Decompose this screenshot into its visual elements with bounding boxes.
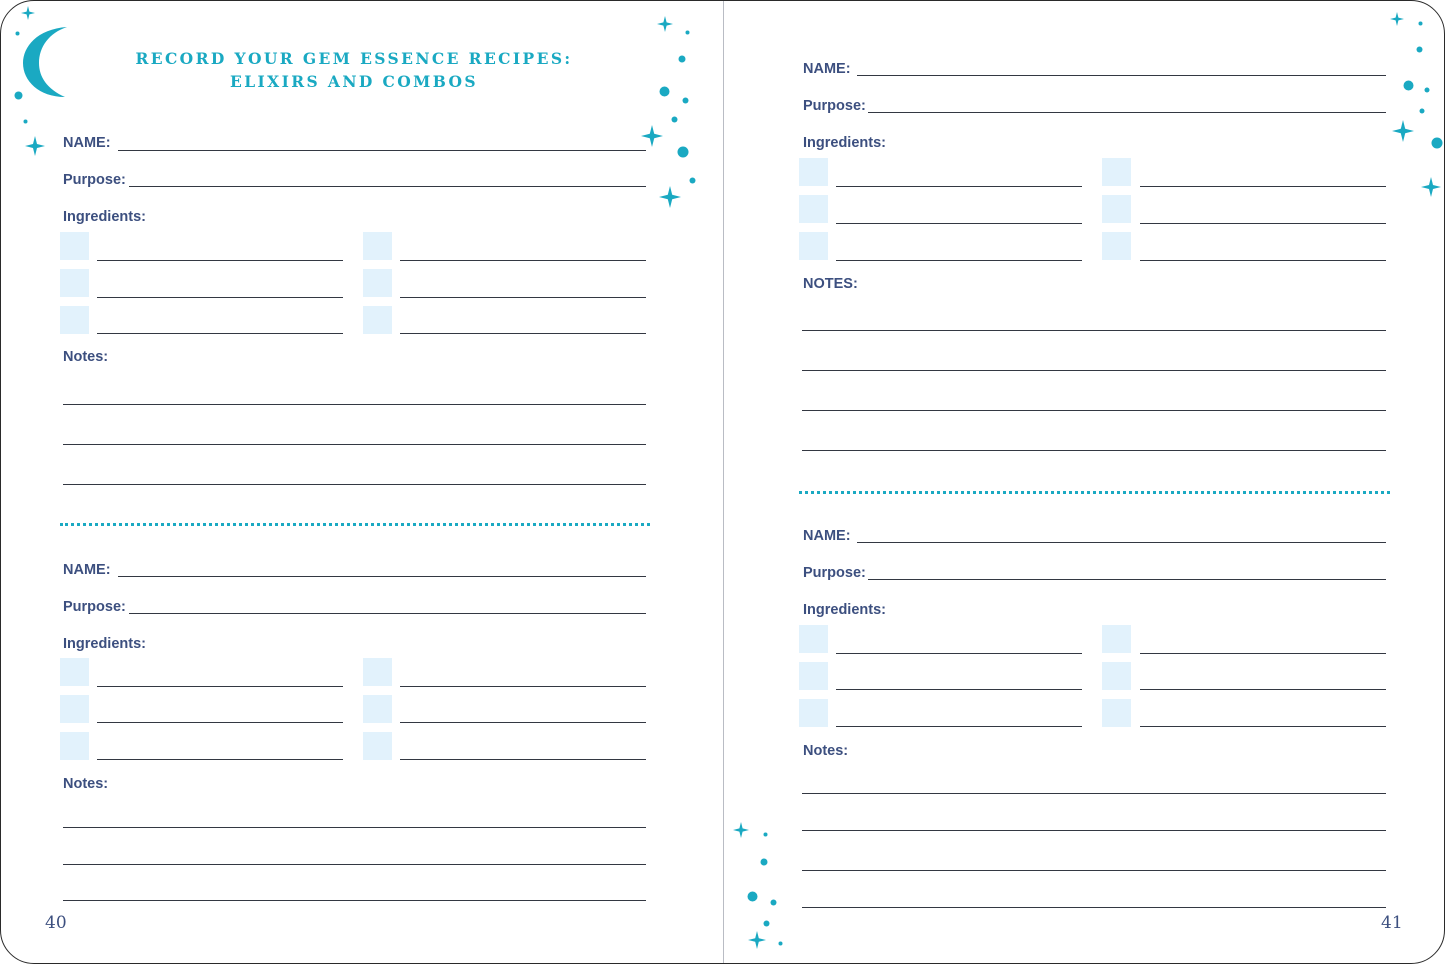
notes-line[interactable] bbox=[63, 444, 646, 445]
ingredient-checkbox[interactable] bbox=[1102, 662, 1131, 690]
name-field[interactable] bbox=[857, 542, 1386, 543]
title-line-2: ELIXIRS AND COMBOS bbox=[229, 72, 479, 91]
ingredient-checkbox[interactable] bbox=[1102, 195, 1131, 223]
ingredient-line[interactable] bbox=[836, 260, 1082, 261]
notes-label: Notes: bbox=[63, 776, 109, 792]
dot-icon bbox=[760, 858, 768, 866]
sparkle-star-icon bbox=[1390, 11, 1404, 27]
dot-icon bbox=[659, 86, 670, 97]
dot-icon bbox=[685, 30, 690, 35]
name-label: NAME: bbox=[803, 61, 851, 77]
ingredient-checkbox[interactable] bbox=[60, 732, 89, 760]
notes-line[interactable] bbox=[802, 870, 1386, 871]
name-field[interactable] bbox=[118, 576, 646, 577]
ingredient-line[interactable] bbox=[97, 686, 343, 687]
purpose-label: Purpose: bbox=[803, 565, 866, 581]
dot-icon bbox=[689, 177, 696, 184]
dot-icon bbox=[1403, 80, 1414, 91]
ingredient-line[interactable] bbox=[836, 726, 1082, 727]
ingredient-checkbox[interactable] bbox=[799, 232, 828, 260]
ingredient-checkbox[interactable] bbox=[799, 195, 828, 223]
sparkle-star-icon bbox=[748, 930, 766, 950]
ingredient-line[interactable] bbox=[400, 722, 646, 723]
purpose-field[interactable] bbox=[868, 579, 1386, 580]
notes-line[interactable] bbox=[802, 830, 1386, 831]
ingredient-checkbox[interactable] bbox=[60, 695, 89, 723]
ingredient-checkbox[interactable] bbox=[799, 158, 828, 186]
ingredient-checkbox[interactable] bbox=[363, 232, 392, 260]
purpose-label: Purpose: bbox=[63, 172, 126, 188]
ingredient-checkbox[interactable] bbox=[363, 306, 392, 334]
notes-line[interactable] bbox=[63, 404, 646, 405]
dot-icon bbox=[682, 97, 689, 104]
ingredient-line[interactable] bbox=[97, 260, 343, 261]
name-label: NAME: bbox=[63, 562, 111, 578]
notes-line[interactable] bbox=[802, 907, 1386, 908]
ingredient-checkbox[interactable] bbox=[1102, 625, 1131, 653]
page-number-left: 40 bbox=[45, 913, 67, 933]
sparkle-star-icon bbox=[657, 15, 673, 33]
name-label: NAME: bbox=[63, 135, 111, 151]
ingredient-line[interactable] bbox=[1140, 689, 1386, 690]
name-label: NAME: bbox=[803, 528, 851, 544]
crescent-moon-icon bbox=[19, 25, 71, 99]
ingredient-line[interactable] bbox=[97, 722, 343, 723]
name-field[interactable] bbox=[857, 75, 1386, 76]
dot-icon bbox=[1418, 21, 1423, 26]
page-right bbox=[724, 1, 1445, 963]
dot-icon bbox=[1431, 137, 1443, 149]
ingredient-line[interactable] bbox=[400, 759, 646, 760]
ingredient-line[interactable] bbox=[400, 333, 646, 334]
notes-line[interactable] bbox=[63, 900, 646, 901]
dot-icon bbox=[23, 119, 28, 124]
notes-line[interactable] bbox=[802, 370, 1386, 371]
dot-icon bbox=[15, 31, 20, 36]
ingredient-checkbox[interactable] bbox=[60, 232, 89, 260]
ingredient-checkbox[interactable] bbox=[60, 306, 89, 334]
ingredient-line[interactable] bbox=[836, 653, 1082, 654]
ingredient-checkbox[interactable] bbox=[799, 699, 828, 727]
ingredient-line[interactable] bbox=[1140, 653, 1386, 654]
sparkle-star-icon bbox=[659, 185, 681, 209]
ingredient-line[interactable] bbox=[97, 759, 343, 760]
ingredient-checkbox[interactable] bbox=[363, 269, 392, 297]
dot-icon bbox=[14, 91, 23, 100]
ingredient-checkbox[interactable] bbox=[363, 732, 392, 760]
notes-line[interactable] bbox=[63, 864, 646, 865]
ingredient-line[interactable] bbox=[1140, 726, 1386, 727]
sparkle-star-icon bbox=[1421, 176, 1441, 198]
notes-line[interactable] bbox=[802, 793, 1386, 794]
ingredients-label: Ingredients: bbox=[803, 602, 886, 618]
ingredient-checkbox[interactable] bbox=[1102, 158, 1131, 186]
ingredients-label: Ingredients: bbox=[803, 135, 886, 151]
ingredient-checkbox[interactable] bbox=[799, 625, 828, 653]
ingredient-line[interactable] bbox=[836, 689, 1082, 690]
ingredient-checkbox[interactable] bbox=[1102, 699, 1131, 727]
ingredient-line[interactable] bbox=[1140, 223, 1386, 224]
dot-icon bbox=[770, 899, 777, 906]
ingredients-label: Ingredients: bbox=[63, 636, 146, 652]
sparkle-star-icon bbox=[1392, 119, 1414, 143]
ingredient-line[interactable] bbox=[1140, 186, 1386, 187]
ingredient-line[interactable] bbox=[400, 686, 646, 687]
sparkle-star-icon bbox=[21, 5, 35, 21]
sparkle-star-icon bbox=[733, 821, 749, 839]
ingredient-line[interactable] bbox=[400, 260, 646, 261]
ingredient-line[interactable] bbox=[97, 297, 343, 298]
sparkle-star-icon bbox=[641, 124, 663, 148]
dot-icon bbox=[778, 941, 783, 946]
dot-icon bbox=[763, 832, 768, 837]
dot-icon bbox=[678, 55, 686, 63]
ingredients-label: Ingredients: bbox=[63, 209, 146, 225]
ingredient-checkbox[interactable] bbox=[799, 662, 828, 690]
ingredient-line[interactable] bbox=[836, 223, 1082, 224]
ingredient-line[interactable] bbox=[1140, 260, 1386, 261]
notes-line[interactable] bbox=[63, 827, 646, 828]
ingredient-checkbox[interactable] bbox=[1102, 232, 1131, 260]
ingredient-checkbox[interactable] bbox=[60, 658, 89, 686]
page-title bbox=[1, 47, 707, 93]
purpose-label: Purpose: bbox=[803, 98, 866, 114]
ingredient-checkbox[interactable] bbox=[363, 658, 392, 686]
ingredient-line[interactable] bbox=[97, 333, 343, 334]
dot-icon bbox=[1416, 46, 1423, 53]
notes-label: NOTES: bbox=[803, 276, 858, 292]
entry-divider bbox=[799, 491, 1390, 494]
dot-icon bbox=[747, 891, 758, 902]
page-number-right: 41 bbox=[1381, 913, 1403, 933]
entry-divider bbox=[60, 523, 650, 526]
purpose-field[interactable] bbox=[868, 112, 1386, 113]
ingredient-checkbox[interactable] bbox=[363, 695, 392, 723]
purpose-field[interactable] bbox=[129, 186, 646, 187]
notes-label: Notes: bbox=[803, 743, 849, 759]
notes-line[interactable] bbox=[802, 410, 1386, 411]
ingredient-line[interactable] bbox=[836, 186, 1082, 187]
dot-icon bbox=[1419, 108, 1425, 114]
notes-line[interactable] bbox=[802, 330, 1386, 331]
dot-icon bbox=[671, 116, 678, 123]
purpose-field[interactable] bbox=[129, 613, 646, 614]
ingredient-checkbox[interactable] bbox=[60, 269, 89, 297]
dot-icon bbox=[1424, 87, 1430, 93]
ingredient-line[interactable] bbox=[400, 297, 646, 298]
notes-label: Notes: bbox=[63, 349, 109, 365]
sparkle-star-icon bbox=[25, 135, 45, 157]
notes-line[interactable] bbox=[63, 484, 646, 485]
dot-icon bbox=[763, 920, 770, 927]
purpose-label: Purpose: bbox=[63, 599, 126, 615]
notes-line[interactable] bbox=[802, 450, 1386, 451]
page-left bbox=[1, 1, 723, 963]
name-field[interactable] bbox=[118, 150, 646, 151]
title-line-1: RECORD YOUR GEM ESSENCE RECIPES: bbox=[135, 49, 573, 68]
dot-icon bbox=[677, 146, 689, 158]
